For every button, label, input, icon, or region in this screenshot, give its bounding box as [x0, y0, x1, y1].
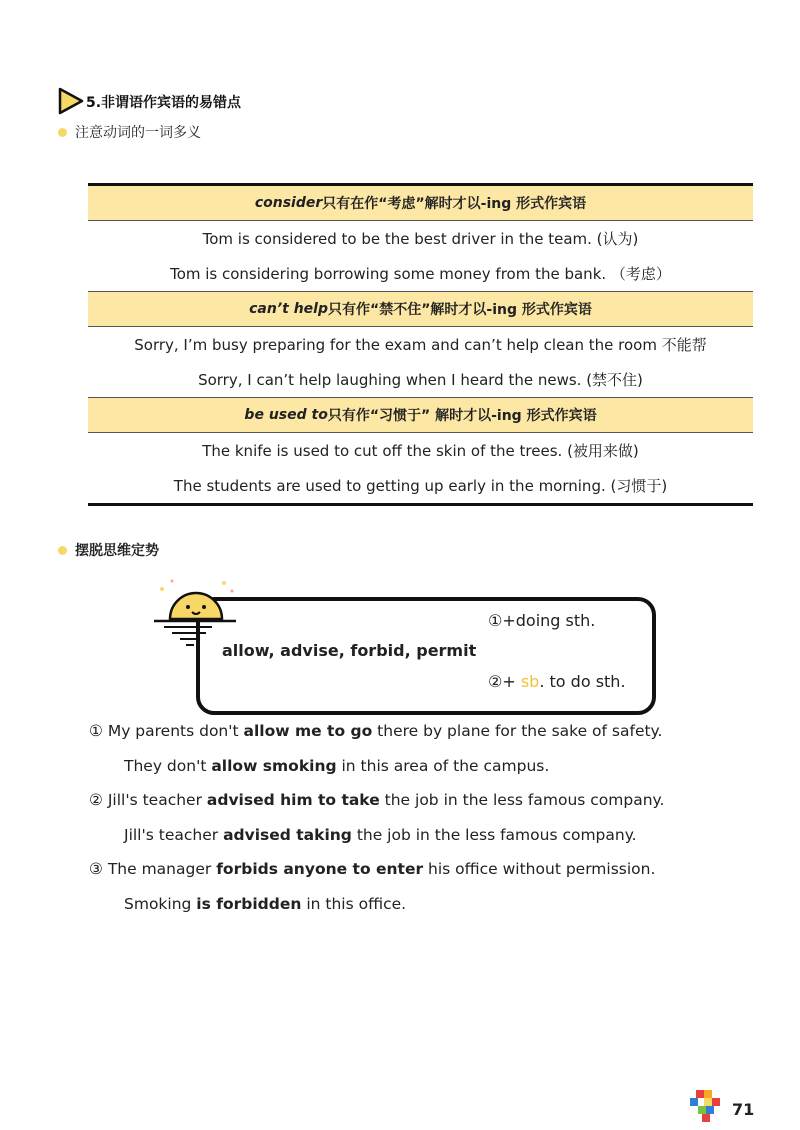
table-row: Tom is considered to be the best driver in the team. (认为)	[202, 230, 639, 248]
verb-list: allow, advise, forbid, permit	[222, 641, 477, 660]
header-keyword: can’t help	[249, 301, 328, 317]
bullet-dot-icon	[58, 128, 67, 137]
example-text: there by plane for the sake of safety.	[372, 722, 663, 740]
table-group	[88, 398, 753, 503]
bullet-dot-icon	[58, 546, 67, 555]
example-highlight: advised him to take	[206, 791, 380, 809]
header-text: 只有作“习惯于” 解时才以-ing 形式作宾语	[327, 408, 597, 424]
table-row: The knife is used to cut off the skin of the trees. (被用来做)	[202, 442, 639, 460]
example-sentence	[124, 826, 637, 844]
bullet-note-mindset	[58, 540, 159, 560]
example-text: Jill's teacher	[124, 826, 224, 844]
section-title: 5.非谓语作宾语的易错点	[86, 95, 242, 111]
table-header	[88, 398, 753, 433]
example-highlight: allow smoking	[211, 757, 337, 775]
example-number: ②	[89, 791, 103, 809]
example-highlight: forbids anyone to enter	[216, 860, 424, 878]
table-row: Tom is considering borrowing some money from the bank. （考虑）	[170, 265, 671, 283]
header-text: 只有在作“考虑”解时才以-ing 形式作宾语	[322, 196, 587, 212]
example-text: Jill's teacher	[102, 791, 207, 809]
option-2-suffix: . to do sth.	[539, 672, 626, 691]
example-highlight: allow me to go	[243, 722, 373, 740]
table-group	[88, 186, 753, 292]
table-header	[88, 292, 753, 327]
example-highlight: advised taking	[223, 826, 352, 844]
table-header	[88, 186, 753, 221]
example-sentence	[89, 860, 655, 878]
example-text: his office without permission.	[423, 860, 656, 878]
example-text: in this area of the campus.	[336, 757, 550, 775]
example-text: the job in the less famous company.	[351, 826, 637, 844]
bullet-text: 注意动词的一词多义	[75, 125, 201, 141]
play-icon	[56, 86, 88, 116]
header-keyword: be used to	[244, 407, 328, 423]
example-text: Smoking	[124, 895, 197, 913]
example-sentence	[124, 895, 406, 913]
option-2-sb: sb	[520, 672, 540, 691]
example-number: ③	[89, 860, 103, 878]
header-text: 只有作“禁不住”解时才以-ing 形式作宾语	[328, 302, 592, 318]
example-number: ①	[89, 722, 103, 740]
example-sentence	[89, 722, 662, 740]
example-text: They don't	[124, 757, 212, 775]
table-row: The students are used to getting up early in the morning. (习惯于)	[173, 477, 668, 495]
example-highlight: is forbidden	[196, 895, 302, 913]
pattern-option-2	[488, 672, 626, 691]
example-text: My parents don't	[102, 722, 244, 740]
table-group	[88, 292, 753, 398]
header-keyword: consider	[254, 195, 323, 211]
option-2-prefix: ②+	[488, 672, 521, 691]
example-text: the job in the less famous company.	[379, 791, 665, 809]
bullet-note-polysemy	[58, 122, 201, 142]
page-number: 71	[732, 1100, 755, 1119]
table-row: Sorry, I’m busy preparing for the exam and can’t help clean the room 不能帮	[134, 336, 707, 354]
example-sentence	[89, 791, 664, 809]
verb-pattern-diagram	[150, 575, 670, 715]
table-row: Sorry, I can’t help laughing when I heard the news. (禁不住)	[198, 371, 643, 389]
example-text: The manager	[102, 860, 217, 878]
polysemy-table	[88, 183, 753, 506]
bullet-text: 摆脱思维定势	[75, 543, 159, 559]
example-sentence	[124, 757, 549, 775]
pattern-option-1: ①+doing sth.	[488, 611, 596, 630]
publisher-logo-icon	[690, 1090, 722, 1128]
example-text: in this office.	[301, 895, 407, 913]
